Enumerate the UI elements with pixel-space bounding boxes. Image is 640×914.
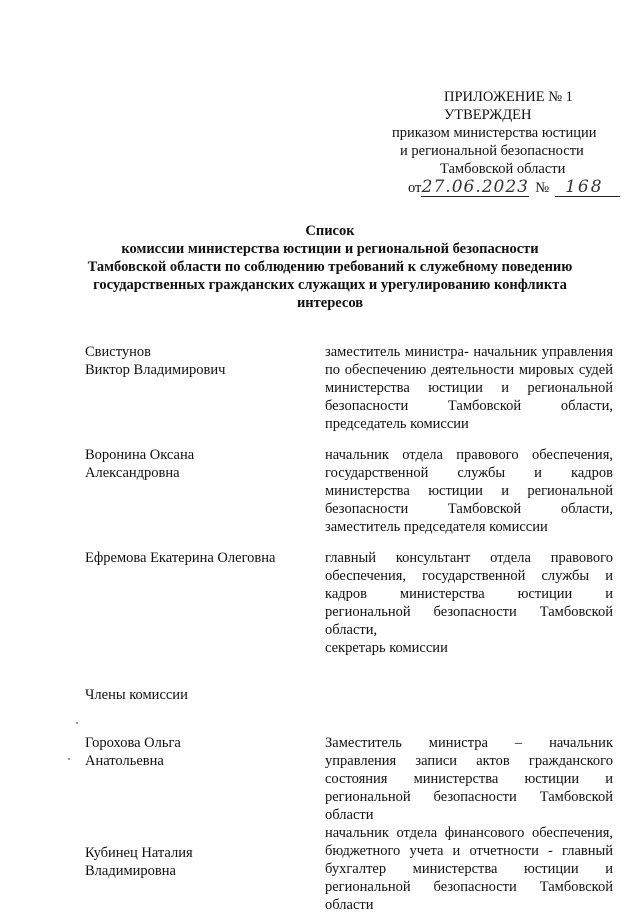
title-heading: Список [305,223,355,239]
member-row [85,446,615,536]
title-line-4: интересов [296,295,364,311]
from-label: от [408,180,422,196]
member-given-names: Анатольевна [85,753,164,769]
member-role-text: главный консультант отдела правового обеспечения, государственной службы и кадров министерства юстиции и региональной безопасности Тамбовской области, [325,550,613,638]
order-line-3: Тамбовской области [440,161,566,177]
member-role: заместитель министра- начальник управления по обеспечению деятельности мировых судей министерства юстиции и региональной безопасности Тамбовской области, председатель комиссии [325,344,613,432]
title-line-2: Тамбовской области по соблюдению требований к служебному поведению [87,259,573,275]
member-surname: Воронина Оксана [85,447,195,463]
member-role: начальник отдела финансового обеспечения, бюджетного учета и отчетности - главный бухгалтер министерства юстиции и региональной безопасности Тамбовской области [325,825,613,913]
member-row [85,734,615,824]
member-row [85,343,615,433]
member-surname: Горохова Ольга [85,735,181,751]
approved-label: УТВЕРЖДЕН [444,107,532,123]
order-line-1: приказом министерства юстиции [392,125,597,141]
member-row [85,549,615,657]
member-name [85,734,325,824]
title-line-3: государственных гражданских служащих и урегулированию конфликта [93,277,567,293]
handwritten-number: 168 [555,178,620,197]
member-role-extra: секретарь комиссии [325,640,448,656]
member-name [85,446,325,536]
member-surname: Свистунов [85,344,151,360]
number-label: № [535,180,550,196]
appendix-label: ПРИЛОЖЕНИЕ № 1 [444,89,573,105]
member-given-names: Александровна [85,465,180,481]
order-date-number [360,178,620,197]
member-surname: Кубинец Наталия [85,845,193,861]
member-given-names: Владимировна [85,863,176,879]
member-name [85,549,325,657]
scan-speck [76,722,78,724]
approval-block [360,88,620,197]
member-name [85,343,325,433]
member-row [85,824,615,914]
title-line-1: комиссии министерства юстиции и региональной безопасности [121,241,539,257]
member-name [85,824,325,914]
commission-list [85,343,615,914]
member-role: начальник отдела правового обеспечения, государственной службы и кадров министерства юстиции и региональной безопасности Тамбовской области, заместитель председателя комиссии [325,447,613,535]
members-section-label: Члены комиссии [85,687,188,703]
member-role: Заместитель министра – начальник управления записи актов гражданского состояния министерства юстиции и региональной безопасности Тамбовской области [325,735,613,823]
handwritten-date: 27.06.2023 [421,177,529,197]
member-given-names: Виктор Владимирович [85,362,226,378]
scan-speck [68,758,70,760]
member-full-name: Ефремова Екатерина Олеговна [85,550,276,566]
order-line-2: и региональной безопасности [400,143,584,159]
document-title [70,222,590,312]
member-role [325,549,613,657]
